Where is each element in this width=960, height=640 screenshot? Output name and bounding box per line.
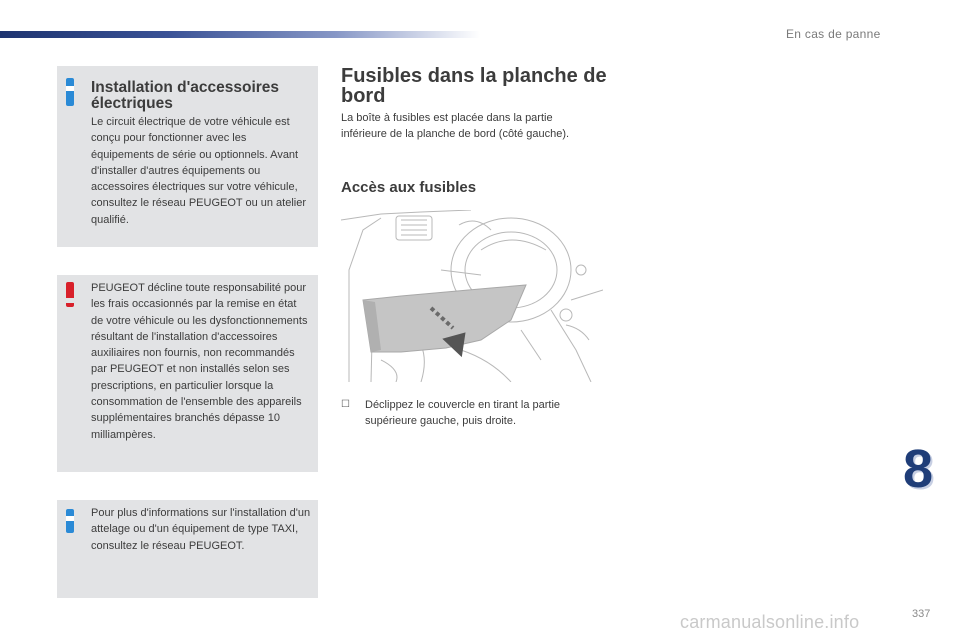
subsection-title: Accès aux fusibles	[341, 179, 477, 196]
info-box-text: Pour plus d'informations sur l'installation d'un attelage ou d'un équipement de type TAXI, consultez le réseau PEUGEOT.	[91, 507, 311, 552]
info-box-title: Installation d'accessoires électriques	[91, 79, 280, 112]
watermark: carmanualsonline.info	[680, 612, 860, 632]
header-color-bar	[0, 31, 480, 38]
chapter-number: 8	[903, 439, 934, 499]
warning-text: PEUGEOT décline toute responsabilité pour les frais occasionnés par la remise en état de votre véhicule ou les dysfonctionnements résultant de l'installation d'accessoires auxiliaires non fournis, non recommandés par PEUGEOT et non installés selon ses prescriptions, en particulier lorsque la consommation de l'ensemble des appareils supplémentaires branchés dépasse 10 milliampères.	[91, 282, 308, 441]
fuse-box-illustration	[341, 210, 603, 382]
bullet-icon: ☐	[341, 399, 350, 410]
step-text: Déclippez le couvercle en tirant la partie supérieure gauche, puis droite.	[365, 399, 561, 427]
warning-icon	[66, 282, 74, 307]
info-box-accessories	[57, 66, 318, 247]
page-number: 337	[912, 608, 931, 620]
info-box-towing	[57, 500, 318, 598]
page-title: Fusibles dans la planche de bord	[341, 65, 607, 107]
intro-text: La boîte à fusibles est placée dans la partie inférieure de la planche de bord (côté gauche).	[341, 112, 570, 140]
section-name: En cas de panne	[786, 27, 881, 41]
info-icon	[66, 78, 74, 106]
info-box-text: Le circuit électrique de votre véhicule est conçu pour fonctionner avec les équipements de série ou optionnels. Avant d'installer d'autres équipements ou accessoires électriques sur votre véhicule, consultez le réseau PEUGEOT ou un atelier qualifié.	[91, 116, 307, 226]
warning-box	[57, 275, 318, 472]
info-icon	[66, 509, 74, 533]
